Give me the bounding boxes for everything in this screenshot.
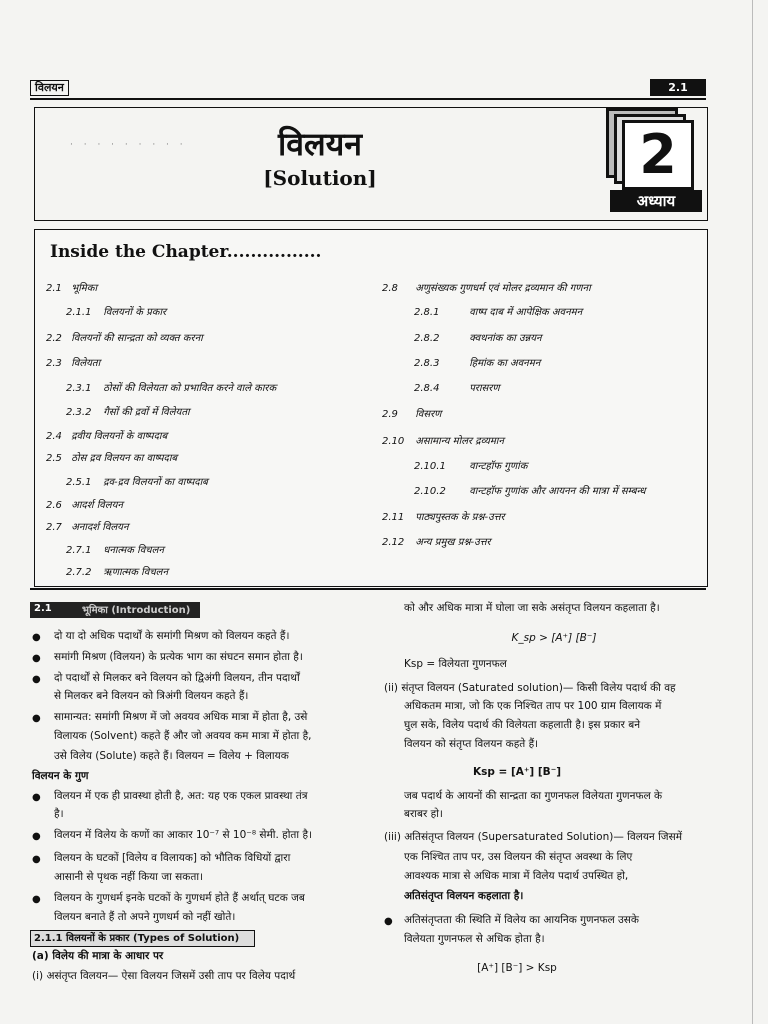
paragraph: (iii) अतिसंतृप्त विलयन (Supersaturated Solution)— विलयन जिसमें — [384, 831, 682, 843]
equation: [A⁺] [B⁻] > Ksp — [477, 962, 557, 974]
header-rule — [30, 98, 706, 100]
paragraph: विलयन में विलेय के कणों का आकार 10⁻⁷ से 10⁻⁸ सेमी. होता है। — [54, 829, 313, 841]
toc-item: 2.1 भूमिका — [46, 283, 98, 294]
paragraph: अतिसंतृप्त विलयन कहलाता है। — [404, 890, 524, 902]
paragraph: विलयन को संतृप्त विलयन कहते हैं। — [404, 738, 539, 750]
toc-item: 2.9 विसरण — [382, 409, 442, 420]
toc-item: 2.1.1 विलयनों के प्रकार — [66, 307, 167, 318]
bullet-icon: ● — [32, 894, 41, 905]
paragraph: विलयन बनाते हैं तो अपने गुणधर्म को नहीं खोते। — [54, 911, 236, 923]
toc-item: 2.4 द्रवीय विलयनों के वाष्पदाब — [46, 431, 168, 442]
toc-item: 2.7.2 ऋणात्मक विचलन — [66, 567, 169, 578]
equation: Ksp = [A⁺] [B⁻] — [472, 766, 562, 778]
paragraph: Ksp = विलेयता गुणनफल — [404, 658, 507, 670]
paragraph: घुल सके, विलेय पदार्थ की विलेयता कहलाती है। इस प्रकार बने — [404, 719, 641, 731]
toc-item: 2.7.1 धनात्मक विचलन — [66, 545, 164, 556]
toc-item: 2.8.1 वाष्प दाब में आपेक्षिक अवनमन — [414, 307, 583, 318]
section-title: भूमिका (Introduction) — [82, 605, 191, 616]
toc-item: 2.6 आदर्श विलयन — [46, 500, 123, 511]
toc-item: 2.10.2 वान्टहॉफ गुणांक और आयनन की मात्रा में सम्बन्ध — [414, 486, 646, 497]
paragraph: दो पदार्थों से मिलकर बने विलयन को द्विअंगी विलयन, तीन पदार्थों — [54, 672, 300, 684]
section-number: 2.1 — [34, 603, 52, 614]
toc-item: 2.10 असामान्य मोलर द्रव्यमान — [382, 436, 504, 447]
chapter-number: 2 — [622, 120, 694, 190]
toc-item: 2.8 अणुसंख्यक गुणधर्म एवं मोलर द्रव्यमान की गणना — [382, 283, 591, 294]
paragraph: विलायक (Solvent) कहते हैं और जो अवयव कम मात्रा में होता है, — [54, 730, 312, 742]
chapter-badge — [604, 112, 704, 214]
decorative-dots: · · · · · · · · · — [70, 140, 187, 150]
paragraph: आवश्यक मात्रा से अधिक मात्रा में विलेय पदार्थ उपस्थित हो, — [404, 870, 629, 882]
bullet-icon: ● — [32, 632, 41, 643]
chapter-label: अध्याय — [610, 190, 702, 212]
paragraph: विलयन में एक ही प्रावस्था होती है, अत: यह एक एकल प्रावस्था तंत्र — [54, 790, 308, 802]
subheading: विलयन के गुण — [32, 770, 89, 782]
paragraph: सामान्यत: समांगी मिश्रण में जो अवयव अधिक मात्रा में होता है, उसे — [54, 711, 308, 723]
paragraph: से मिलकर बने विलयन को त्रिअंगी विलयन कहते हैं। — [54, 690, 249, 702]
toc-item: 2.8.3 हिमांक का अवनमन — [414, 358, 541, 369]
paragraph: उसे विलेय (Solute) कहते हैं। विलयन = विलेय + विलायक — [54, 750, 289, 762]
toc-item: 2.10.1 वान्टहॉफ गुणांक — [414, 461, 528, 472]
page-edge-line — [752, 0, 753, 1024]
toc-item: 2.7 अनादर्श विलयन — [46, 522, 129, 533]
toc-item: 2.5.1 द्रव-द्रव विलयनों का वाष्पदाब — [66, 477, 208, 488]
bullet-icon: ● — [32, 674, 41, 685]
toc-item: 2.8.2 क्वथनांक का उन्नयन — [414, 333, 542, 344]
bullet-icon: ● — [32, 854, 41, 865]
paragraph: दो या दो अधिक पदार्थों के समांगी मिश्रण को विलयन कहते हैं। — [54, 630, 290, 642]
toc-item: 2.3 विलेयता — [46, 358, 101, 369]
paragraph: एक निश्चित ताप पर, उस विलयन की संतृप्त अवस्था के लिए — [404, 851, 633, 863]
equation: K_sp > [A⁺] [B⁻] — [511, 632, 597, 644]
section-rule — [30, 588, 706, 590]
paragraph: अतिसंतृप्तता की स्थिति में विलेय का आयनिक गुणनफल उसके — [404, 914, 639, 926]
paragraph: अधिकतम मात्रा, जो कि एक निश्चित ताप पर 100 ग्राम विलायक में — [404, 700, 662, 712]
paragraph: आसानी से पृथक नहीं किया जा सकता। — [54, 871, 204, 883]
running-head: विलयन — [30, 80, 69, 96]
paragraph: (i) असंतृप्त विलयन— ऐसा विलयन जिसमें उसी ताप पर विलेय पदार्थ — [32, 970, 296, 982]
toc-item: 2.3.1 ठोसों की विलेयता को प्रभावित करने वाले कारक — [66, 383, 277, 394]
toc-item: 2.5 ठोस द्रव विलयन का वाष्पदाब — [46, 453, 178, 464]
paragraph: विलेयता गुणनफल से अधिक होता है। — [404, 933, 545, 945]
paragraph: (a) विलेय की मात्रा के आधार पर — [32, 950, 164, 962]
contents-heading: Inside the Chapter................ — [50, 242, 322, 262]
chapter-title: विलयन — [277, 125, 363, 163]
bullet-icon: ● — [384, 916, 393, 927]
bullet-icon: ● — [32, 792, 41, 803]
toc-item: 2.2 विलयनों की सान्द्रता को व्यक्त करना — [46, 333, 203, 344]
bullet-icon: ● — [32, 713, 41, 724]
toc-item: 2.3.2 गैसों की द्रवों में विलेयता — [66, 407, 190, 418]
paragraph: समांगी मिश्रण (विलयन) के प्रत्येक भाग का संघटन समान होता है। — [54, 651, 303, 663]
paragraph: विलयन के गुणधर्म इनके घटकों के गुणधर्म होते हैं अर्थात् घटक जब — [54, 892, 305, 904]
chapter-subtitle: [Solution] — [263, 166, 377, 190]
bullet-icon: ● — [32, 831, 41, 842]
paragraph: को और अधिक मात्रा में घोला जा सके असंतृप्त विलयन कहलाता है। — [404, 602, 660, 614]
toc-item: 2.12 अन्य प्रमुख प्रश्न-उत्तर — [382, 537, 491, 548]
paragraph: जब पदार्थ के आयनों की सान्द्रता का गुणनफल विलेयता गुणनफल के — [404, 790, 663, 802]
toc-item: 2.11 पाठ्यपुस्तक के प्रश्न-उत्तर — [382, 512, 505, 523]
paragraph: है। — [54, 808, 64, 820]
page-number: 2.1 — [650, 79, 706, 96]
subsection-heading: 2.1.1 विलयनों के प्रकार (Types of Solution) — [30, 930, 255, 947]
paragraph: (ii) संतृप्त विलयन (Saturated solution)— किसी विलेय पदार्थ की वह — [384, 682, 676, 694]
paragraph: विलयन के घटकों [विलेय व विलायक] को भौतिक विधियों द्वारा — [54, 852, 291, 864]
paragraph: बराबर हो। — [404, 808, 443, 820]
bullet-icon: ● — [32, 653, 41, 664]
toc-item: 2.8.4 परासरण — [414, 383, 500, 394]
